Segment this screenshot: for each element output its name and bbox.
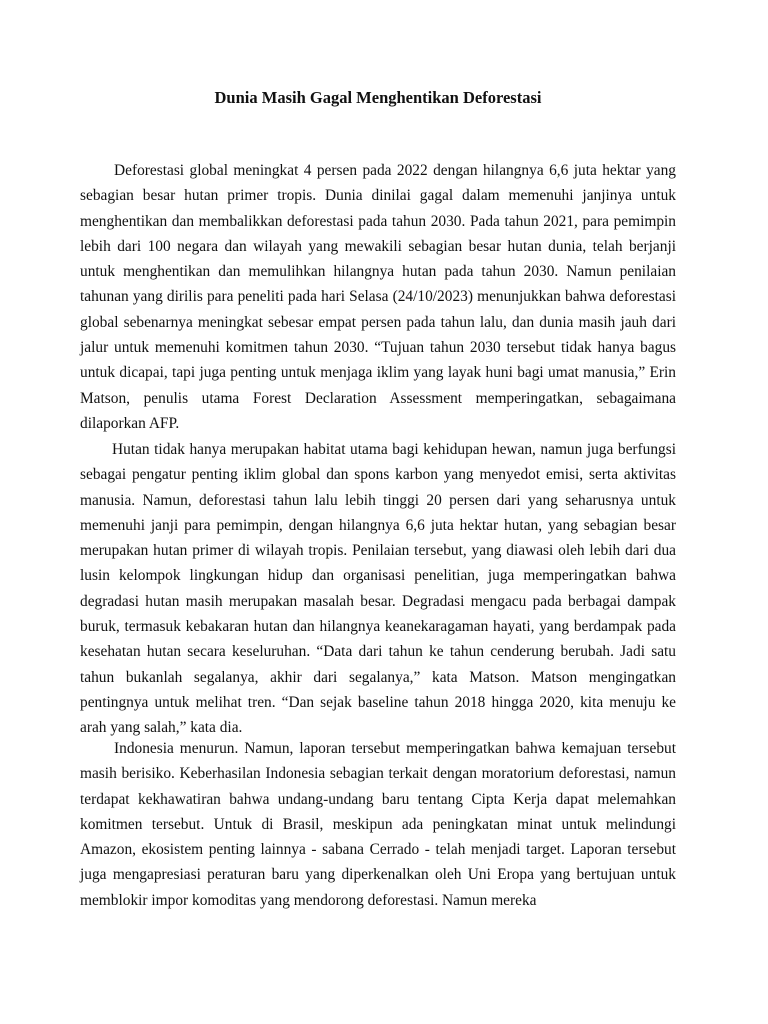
paragraph-3: Indonesia menurun. Namun, laporan tersebut memperingatkan bahwa kemajuan tersebut masih berisiko. Keberhasilan Indonesia sebagian terkait dengan moratorium deforestasi, namun terdapat kekhawatiran bahwa undang-undang baru tentang Cipta Kerja dapat melemahkan komitmen tersebut. Untuk di Brasil, meskipun ada peningkatan minat untuk melindungi Amazon, ekosistem penting lainnya - sabana Cerrado - telah menjadi target. Laporan tersebut juga mengapresiasi peraturan baru yang diperkenalkan oleh Uni Eropa yang bertujuan untuk memblokir impor komoditas yang mendorong deforestasi. Namun mereka (80, 740, 676, 909)
document-title: Dunia Masih Gagal Menghentikan Deforestasi (214, 88, 542, 107)
paragraph-2: Hutan tidak hanya merupakan habitat utama bagi kehidupan hewan, namun juga berfungsi sebagai pengatur penting iklim global dan spons karbon yang menyedot emisi, serta aktivitas manusia. Namun, deforestasi tahun lalu lebih tinggi 20 persen dari yang seharusnya untuk memenuhi janji para pemimpin, dengan hilangnya 6,6 juta hektar hutan, yang sebagian besar merupakan hutan primer di wilayah tropis. Penilaian tersebut, yang diawasi oleh lebih dari dua lusin kelompok lingkungan hidup dan organisasi penelitian, juga memperingatkan bahwa degradasi hutan masih merupakan masalah besar. Degradasi mengacu pada berbagai dampak buruk, termasuk kebakaran hutan dan hilangnya keanekaragaman hayati, yang berdampak pada kesehatan hutan secara keseluruhan. “Data dari tahun ke tahun cenderung berubah. Jadi satu tahun bukanlah segalanya, akhir dari segalanya,” kata Matson. Matson mengingatkan pentingnya untuk melihat tren. “Dan sejak baseline tahun 2018 hingga 2020, kita menuju ke arah yang salah,” kata dia. (80, 441, 676, 737)
paragraph-1: Deforestasi global meningkat 4 persen pada 2022 dengan hilangnya 6,6 juta hektar yang sebagian besar hutan primer tropis. Dunia dinilai gagal dalam memenuhi janjinya untuk menghentikan dan membalikkan deforestasi pada tahun 2030. Pada tahun 2021, para pemimpin lebih dari 100 negara dan wilayah yang mewakili sebagian besar hutan dunia, telah berjanji untuk menghentikan dan memulihkan hilangnya hutan pada tahun 2030. Namun penilaian tahunan yang dirilis para peneliti pada hari Selasa (24/10/2023) menunjukkan bahwa deforestasi global sebenarnya meningkat sebesar empat persen pada tahun lalu, dan dunia masih jauh dari jalur untuk memenuhi komitmen tahun 2030. “Tujuan tahun 2030 tersebut tidak hanya bagus untuk dicapai, tapi juga penting untuk menjaga iklim yang layak huni bagi umat manusia,” Erin Matson, penulis utama Forest Declaration Assessment memperingatkan, sebagaimana dilaporkan AFP. (80, 162, 676, 432)
